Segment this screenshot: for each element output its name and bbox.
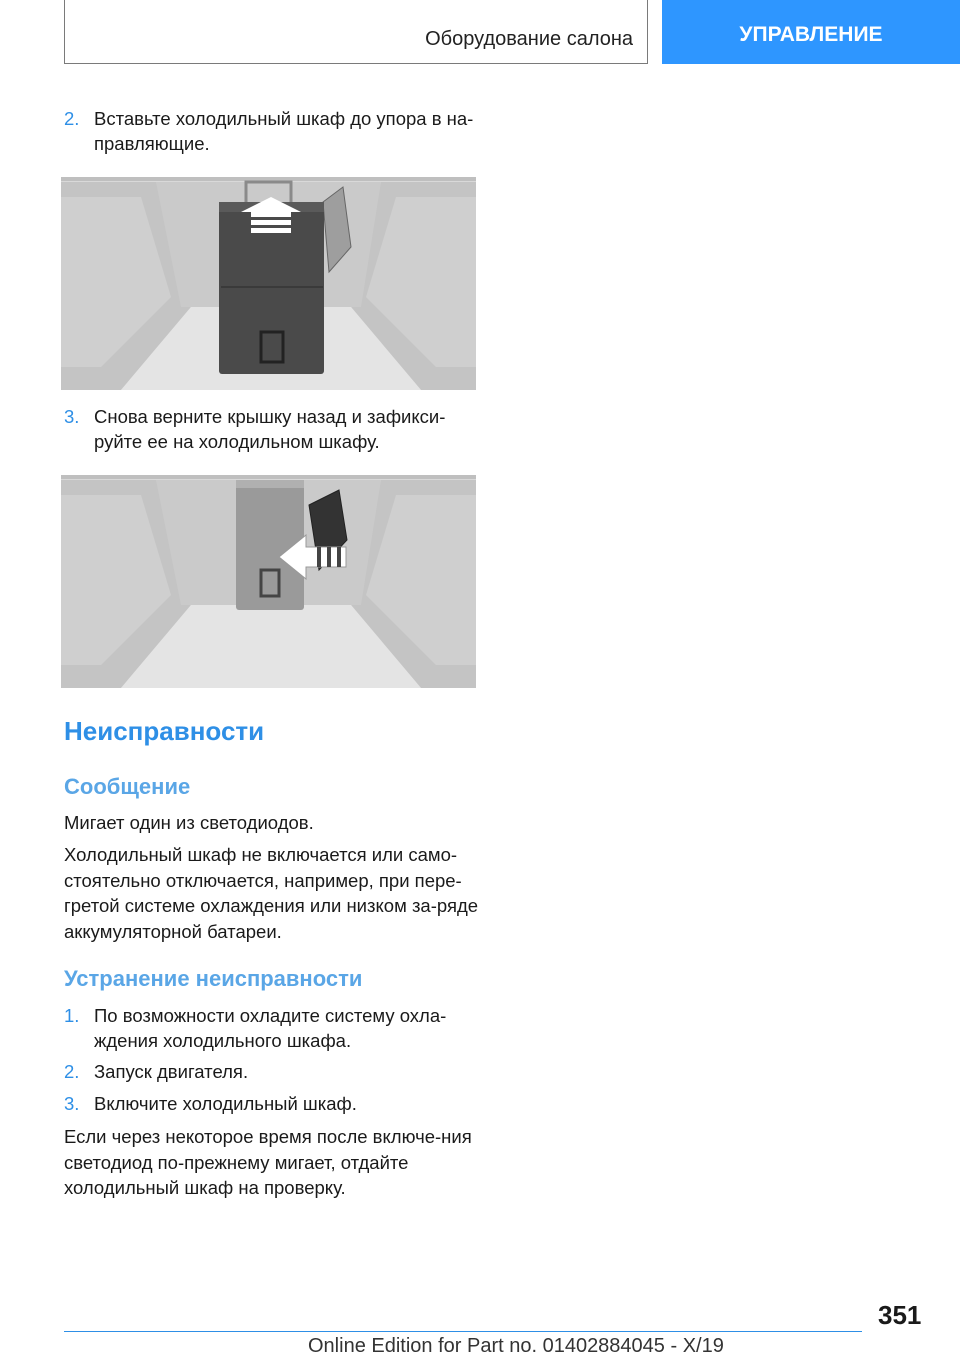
step-text: Вставьте холодильный шкаф до упора в на‐правляющие. — [94, 108, 474, 154]
step-text: По возможности охладите систему охла‐ждения холодильного шкафа. — [94, 1005, 447, 1051]
header-section-box — [64, 0, 648, 64]
step-number: 3. — [64, 406, 80, 427]
step-number: 2. — [64, 1061, 80, 1082]
footer-divider — [64, 1331, 862, 1332]
message-paragraph-2: Холодильный шкаф не включается или само‐стоятельно отключается, например, при пере‐гретой системе охлаждения или низком за‐ряде аккумуляторной батареи. — [64, 844, 479, 942]
fridge-insert-illustration — [61, 177, 476, 390]
fix-heading: Устранение неисправности — [64, 966, 363, 991]
fridge-lid-illustration — [61, 475, 476, 688]
photo-fridge-insert — [61, 177, 476, 390]
closing-paragraph: Если через некоторое время после включе‐ния светодиод по-прежнему мигает, отдайте холодильный шкаф на проверку. — [64, 1126, 472, 1198]
step-number: 2. — [64, 108, 80, 129]
header-chapter-tab: УПРАВЛЕНИЕ — [662, 0, 960, 64]
section-title: Неисправности — [64, 716, 265, 746]
step-text: Включите холодильный шкаф. — [94, 1093, 357, 1114]
page-number: 351 — [878, 1300, 922, 1330]
step-text: Снова верните крышку назад и зафикси‐руйте ее на холодильном шкафу. — [94, 406, 446, 452]
step-text: Запуск двигателя. — [94, 1061, 249, 1082]
message-heading: Сообщение — [64, 774, 191, 799]
photo-fridge-lid — [61, 475, 476, 688]
step-number: 1. — [64, 1005, 80, 1026]
footer-edition: Online Edition for Part no. 01402884045 - X/19 — [308, 1335, 724, 1357]
step-number: 3. — [64, 1093, 80, 1114]
message-paragraph-1: Мигает один из светодиодов. — [64, 812, 314, 833]
header-section-title: Оборудование салона — [425, 28, 633, 50]
